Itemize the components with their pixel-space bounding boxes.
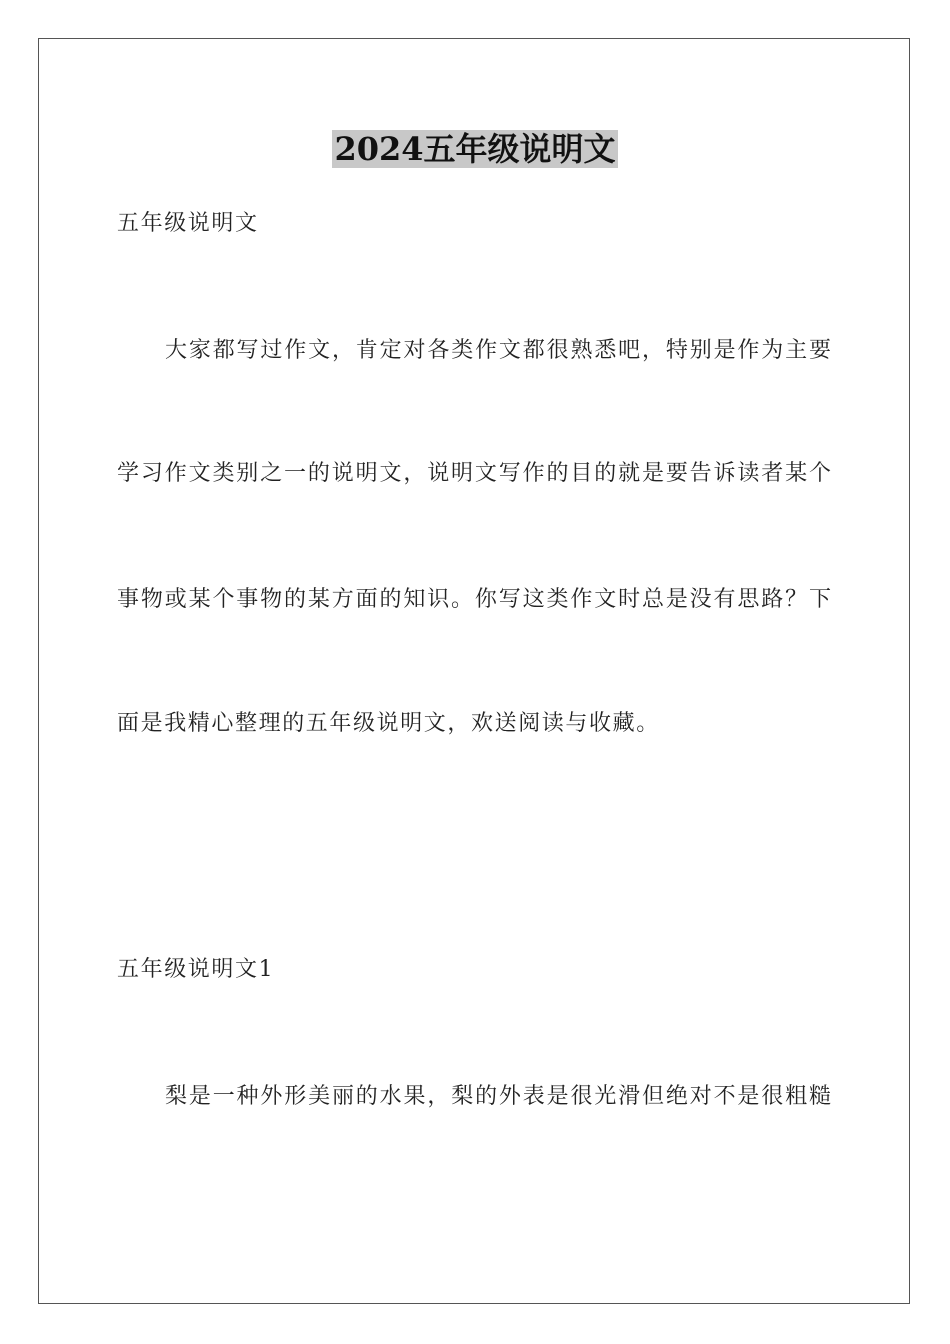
paragraph-line: 大家都写过作文，肯定对各类作文都很熟悉吧，特别是作为主要 — [165, 338, 831, 363]
paragraph-line: 学习作文类别之一的说明文，说明文写作的目的就是要告诉读者某个 — [117, 461, 831, 486]
document-title-text: 2024五年级说明文 — [334, 130, 616, 168]
section-heading: 五年级说明文 — [117, 211, 259, 236]
paragraph-line: 面是我精心整理的五年级说明文，欢送阅读与收藏。 — [117, 711, 660, 736]
paragraph-line: 事物或某个事物的某方面的知识。你写这类作文时总是没有思路？下 — [117, 587, 831, 612]
essay-heading: 五年级说明文1 — [117, 957, 275, 982]
paragraph-line: 梨是一种外形美丽的水果，梨的外表是很光滑但绝对不是很粗糙 — [165, 1084, 831, 1109]
document-title — [0, 128, 950, 170]
